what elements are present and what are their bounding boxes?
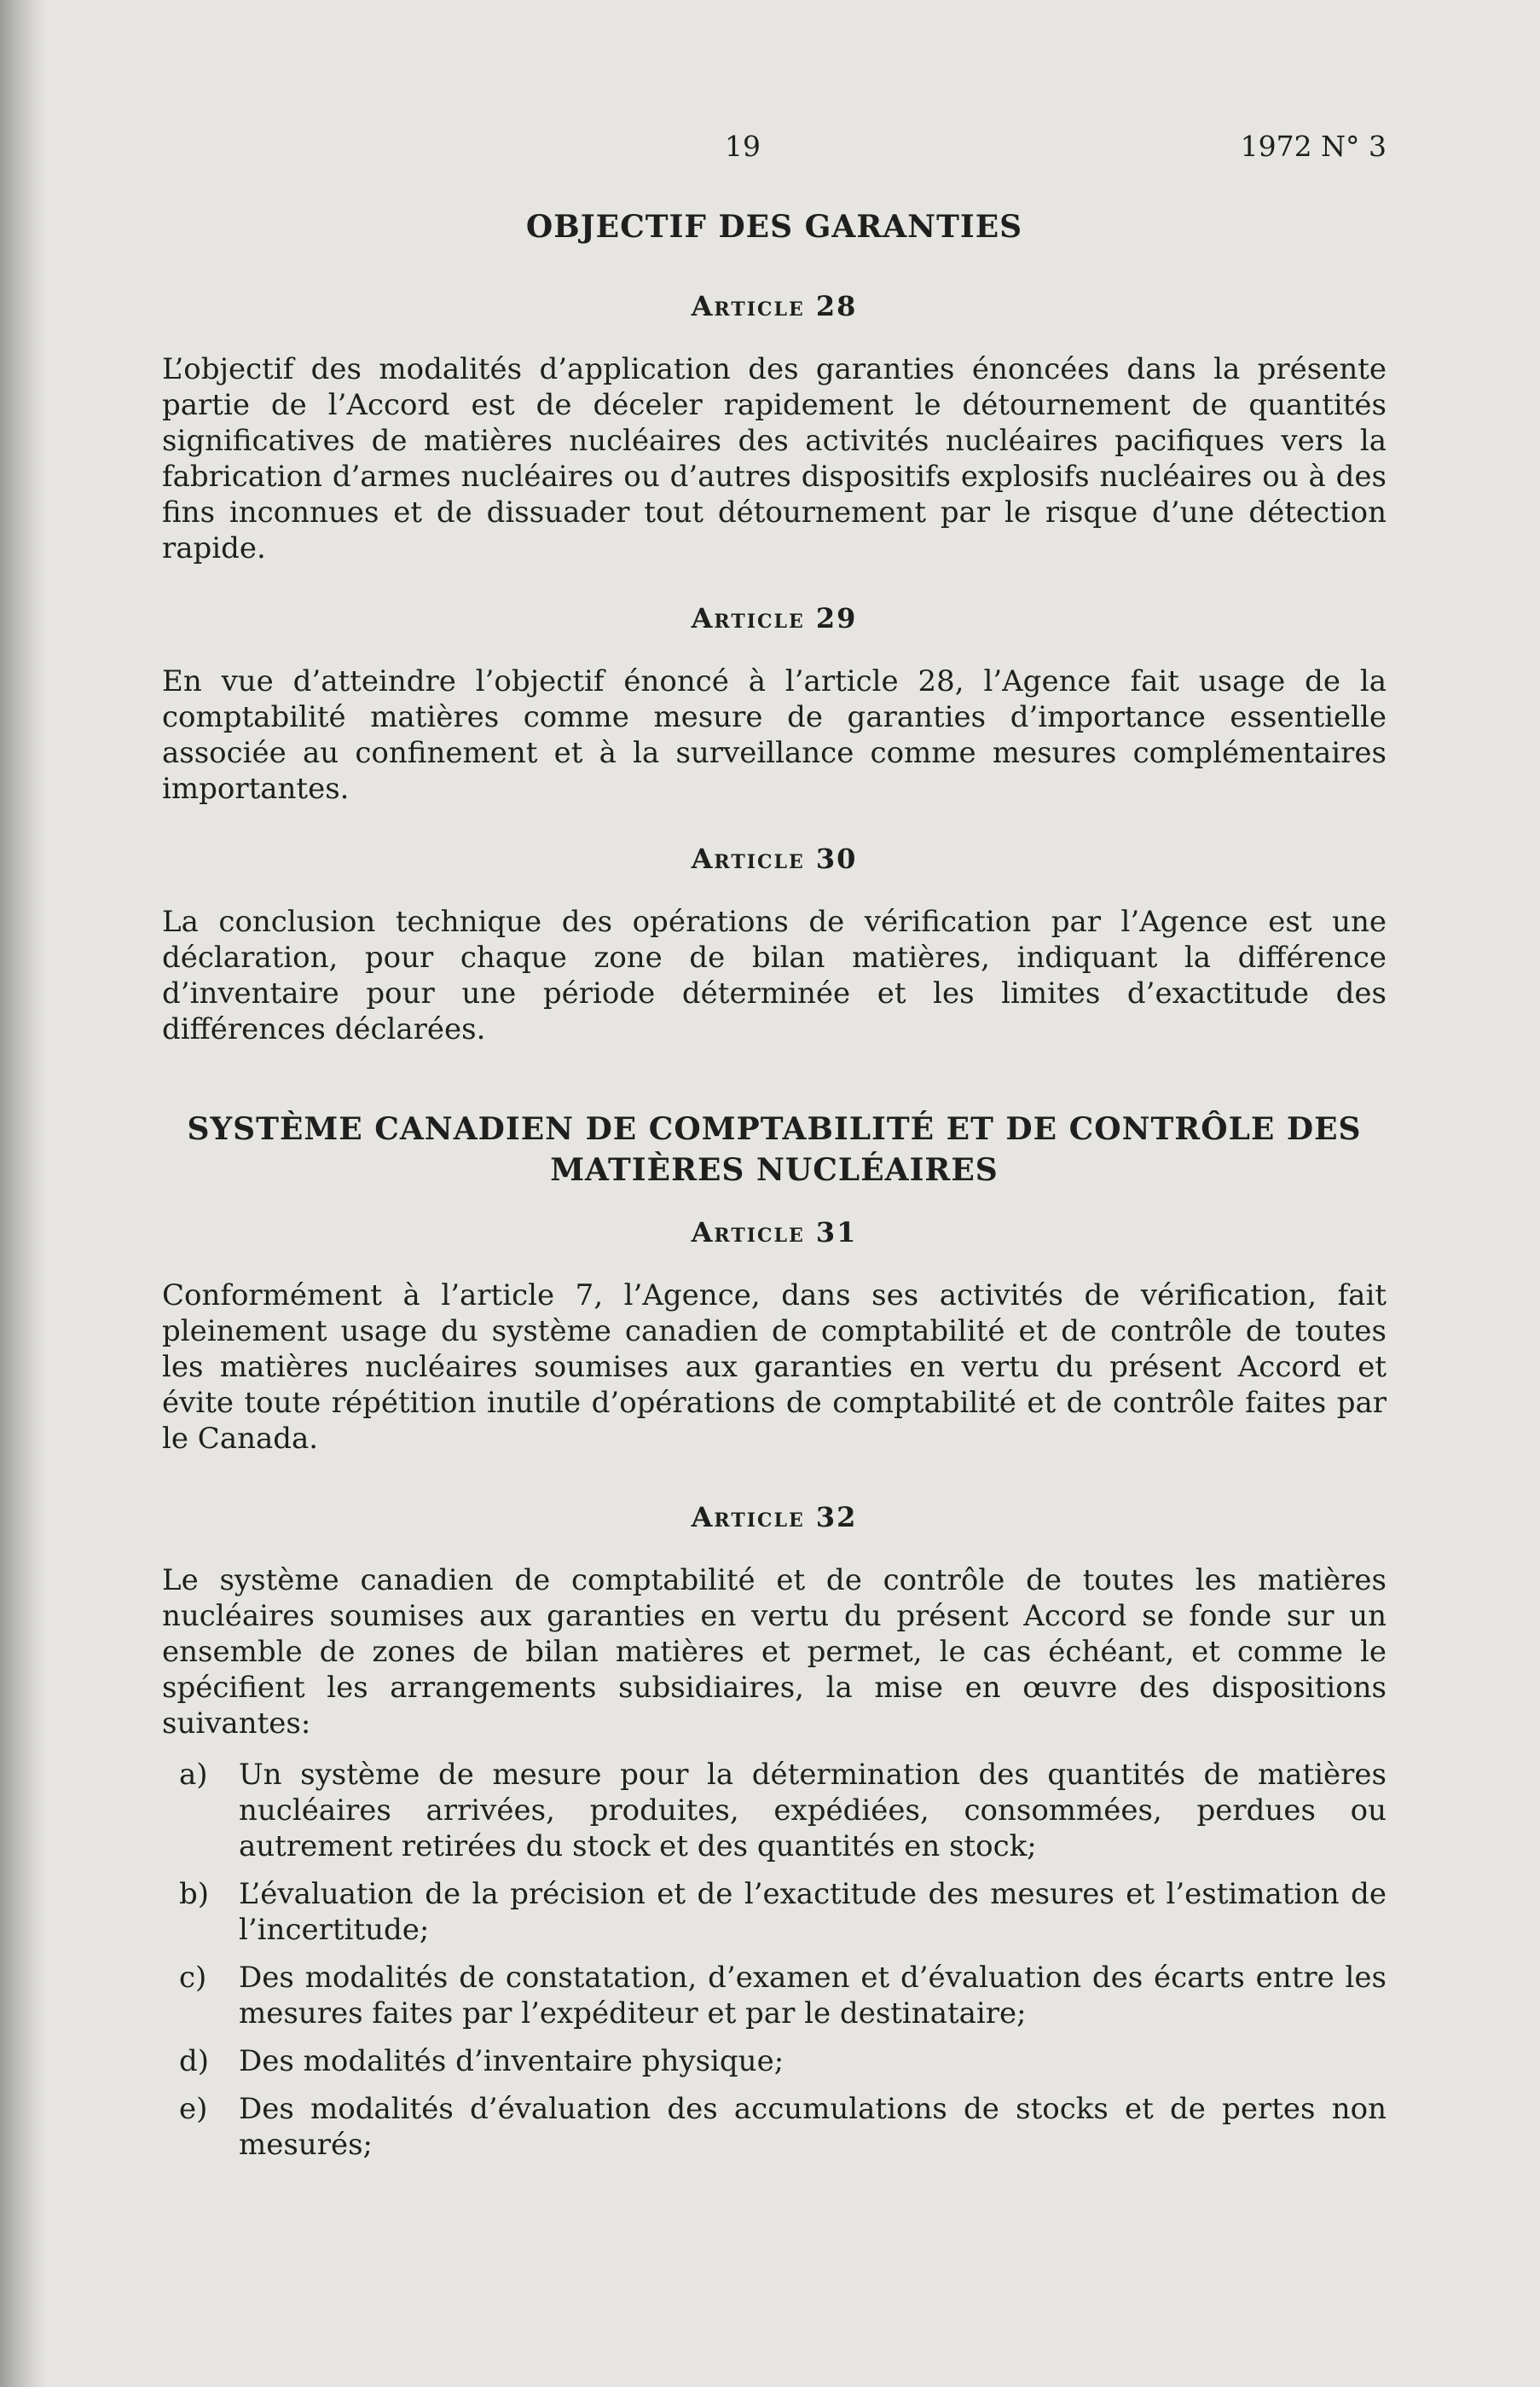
article-31-heading: Article 31 (691, 1216, 858, 1249)
article-30-text: La conclusion technique des opérations de vérification par l’Agence est une déclaration, pour chaque zone de bilan matières, indiquant la différence d’inventaire pour une période déterminée et les limites d’exactitude des différences déclarées. (162, 905, 1387, 1046)
list-item-label: d) (179, 2044, 210, 2078)
list-item-text: Des modalités d’évaluation des accumulations de stocks et de pertes non mesurés; (239, 2092, 1387, 2162)
list-item (162, 2043, 1387, 2079)
list-item (162, 2091, 1387, 2163)
list-item-label: a) (179, 1758, 208, 1792)
list-item-text: Des modalités d’inventaire physique; (239, 2044, 784, 2078)
page-gutter-shadow (0, 0, 47, 2387)
list-item-label: e) (179, 2092, 208, 2126)
section-title-systeme-line2: MATIÈRES NUCLÉAIRES (550, 1152, 999, 1188)
list-item (162, 1960, 1387, 2031)
list-item (162, 1757, 1387, 1864)
list-item-label: b) (179, 1877, 210, 1911)
article-29-heading: Article 29 (691, 602, 858, 634)
year-issue-number: 1972 N° 3 (1240, 130, 1387, 163)
page-header (162, 130, 1387, 181)
list-item-label: c) (179, 1961, 207, 1995)
list-item (162, 1876, 1387, 1948)
list-item-text: Un système de mesure pour la détermination des quantités de matières nucléaires arrivées, produites, expédiées, consommées, perdues ou autrement retirées du stock et des quantités en stock; (239, 1758, 1387, 1863)
section-title-systeme-line1: SYSTÈME CANADIEN DE COMPTABILITÉ ET DE CONTRÔLE DES (187, 1111, 1362, 1147)
section-title-objectif: OBJECTIF DES GARANTIES (525, 209, 1023, 245)
page-content (162, 206, 1387, 2175)
list-item-text: L’évaluation de la précision et de l’exactitude des mesures et l’estimation de l’incertitude; (239, 1877, 1387, 1947)
article-32-text: Le système canadien de comptabilité et de contrôle de toutes les matières nucléaires soumises aux garanties en vertu du présent Accord se fonde sur un ensemble de zones de bilan matières et permet, le cas échéant, et comme le spécifient les arrangements subsidiaires, la mise en œuvre des dispositions suivantes: (162, 1563, 1387, 1741)
article-29-text: En vue d’atteindre l’objectif énoncé à l’article 28, l’Agence fait usage de la comptabilité matières comme mesure de garanties d’importance essentielle associée au confinement et à la surveillance comme mesures complémentaires importantes. (162, 664, 1387, 806)
article-32-heading: Article 32 (691, 1501, 858, 1533)
article-30-heading: Article 30 (691, 843, 858, 875)
article-28-text: L’objectif des modalités d’application des garanties énoncées dans la présente partie de l’Accord est de déceler rapidement le détournement de quantités significatives de matières nucléaires des activités nucléaires pacifiques vers la fabrication d’armes nucléaires ou d’autres dispositifs explosifs nucléaires ou à des fins inconnues et de dissuader tout détournement par le risque d’une détection rapide. (162, 352, 1387, 565)
list-item-text: Des modalités de constatation, d’examen et d’évaluation des écarts entre les mesures faites par l’expéditeur et par le destinataire; (239, 1961, 1387, 2031)
article-31-text: Conformément à l’article 7, l’Agence, dans ses activités de vérification, fait pleinement usage du système canadien de comptabilité et de contrôle de toutes les matières nucléaires soumises aux garanties en vertu du présent Accord et évite toute répétition inutile d’opérations de comptabilité et de contrôle faites par le Canada. (162, 1278, 1387, 1456)
page-number: 19 (725, 130, 761, 163)
article-32-list (162, 1757, 1387, 2163)
article-28-heading: Article 28 (691, 290, 858, 322)
